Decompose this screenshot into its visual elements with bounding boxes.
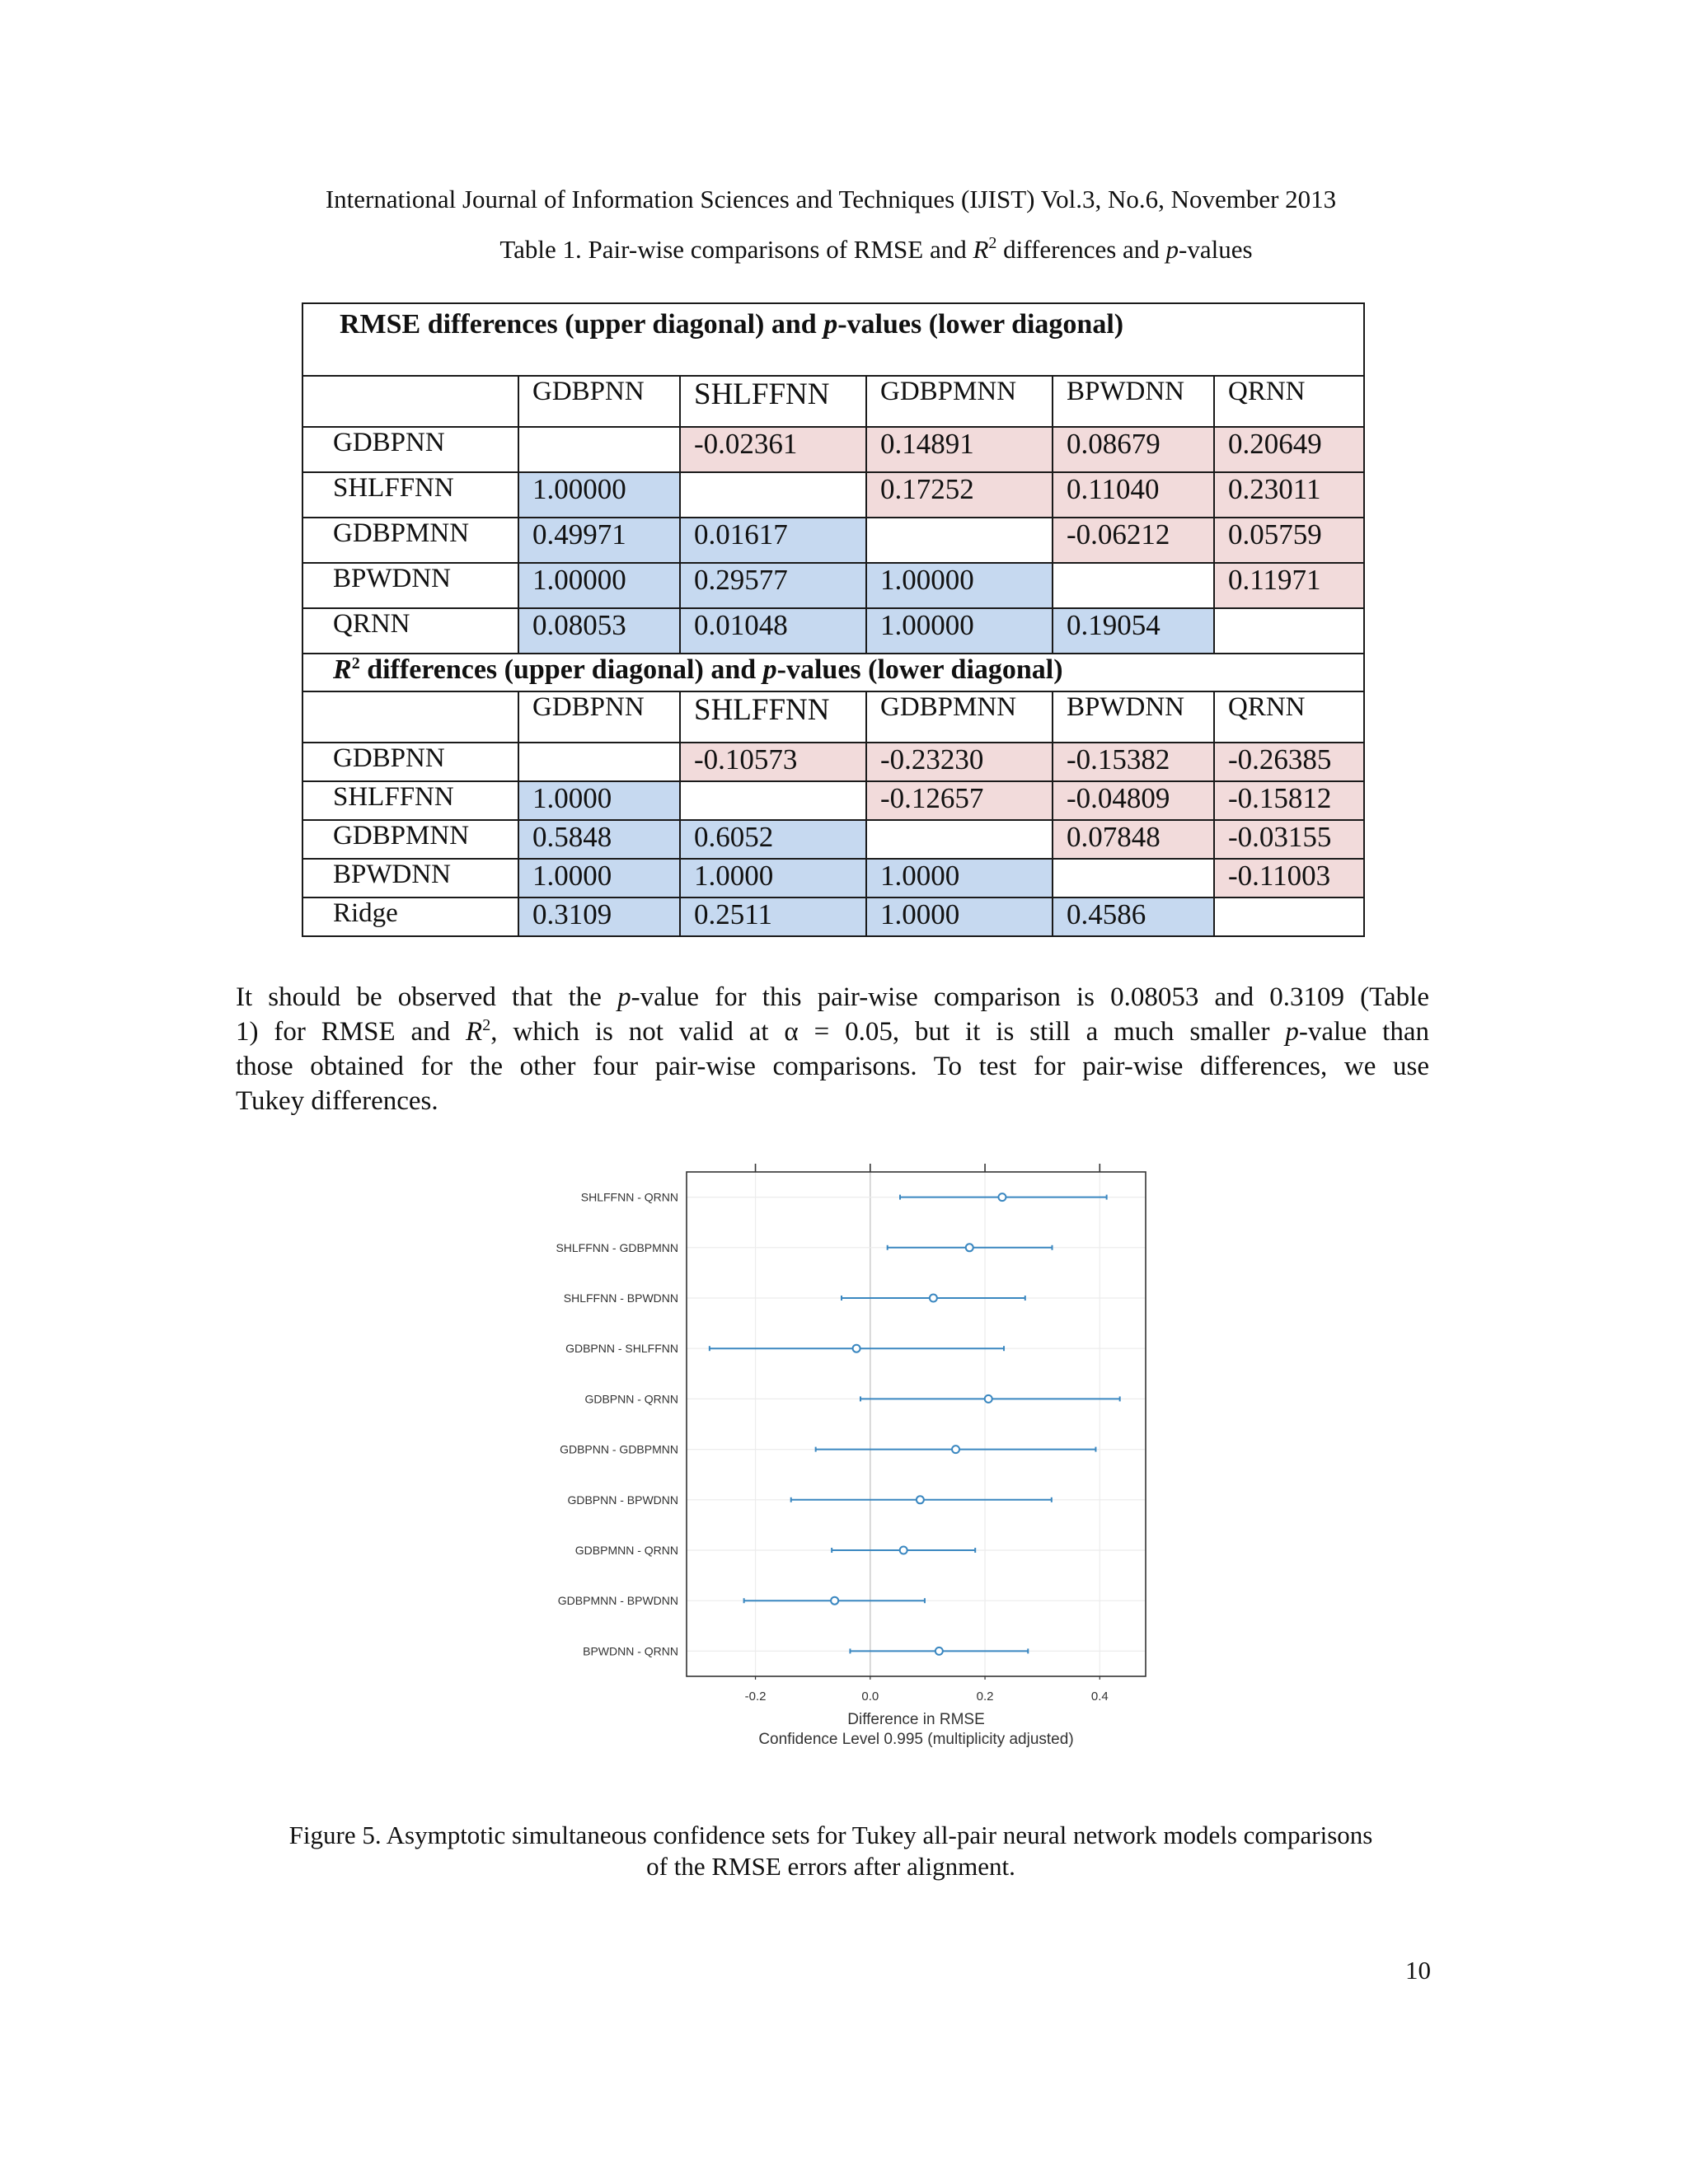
row-label: GDBPNN (302, 427, 518, 472)
difference-cell: -0.12657 (866, 781, 1053, 820)
row-label: SHLFFNN (302, 472, 518, 518)
r2-section-title: $R^2$ differences (upper diagonal) and p-values (lower diagonal) (302, 654, 1364, 691)
p-value-cell: 0.4586 (1053, 898, 1214, 936)
estimate-point (917, 1496, 924, 1503)
table-caption: Table 1. Pair-wise comparisons of RMSE and $R^2$ differences and p-values (499, 234, 1253, 264)
difference-cell: -0.15382 (1053, 743, 1214, 781)
x-tick-label: -0.2 (744, 1690, 767, 1704)
row-label: GDBPMNN (302, 518, 518, 563)
diagonal-cell (1214, 898, 1364, 936)
difference-cell: -0.26385 (1214, 743, 1364, 781)
column-header: BPWDNN (1053, 691, 1214, 743)
estimate-point (952, 1446, 959, 1453)
r2-row (302, 898, 1364, 936)
interval-label: GDBPMNN - QRNN (574, 1544, 678, 1557)
p-value-cell: 0.5848 (518, 820, 680, 859)
difference-cell: 0.23011 (1214, 472, 1364, 518)
x-tick-label: 0.0 (861, 1690, 879, 1704)
diagonal-cell (518, 427, 680, 472)
diagonal-cell (1053, 859, 1214, 898)
diagonal-cell (1053, 563, 1214, 608)
interval-label: GDBPNN - QRNN (584, 1392, 678, 1406)
rmse-header-row (302, 376, 1364, 427)
difference-cell: -0.02361 (680, 427, 866, 472)
difference-cell: -0.15812 (1214, 781, 1364, 820)
x-axis-label: Difference in RMSE (847, 1711, 985, 1728)
row-label: SHLFFNN (302, 781, 518, 820)
p-value-cell: 1.00000 (518, 563, 680, 608)
p-value-cell: 0.19054 (1053, 608, 1214, 654)
rmse-row (302, 472, 1364, 518)
corner-cell (302, 376, 518, 427)
difference-cell: 0.07848 (1053, 820, 1214, 859)
diagonal-cell (866, 518, 1053, 563)
estimate-point (966, 1244, 973, 1251)
rmse-row (302, 608, 1364, 654)
p-value-cell: 0.6052 (680, 820, 866, 859)
interval-label: SHLFFNN - QRNN (580, 1190, 678, 1204)
p-value-cell: 1.0000 (866, 898, 1053, 936)
difference-cell: -0.11003 (1214, 859, 1364, 898)
estimate-point (831, 1597, 838, 1605)
p-value-cell: 0.08053 (518, 608, 680, 654)
diagonal-cell (680, 472, 866, 518)
difference-cell: -0.10573 (680, 743, 866, 781)
difference-cell: 0.05759 (1214, 518, 1364, 563)
interval-label: BPWDNN - QRNN (583, 1644, 678, 1658)
figure-caption: Figure 5. Asymptotic simultaneous confidence sets for Tukey all-pair neural network models comparisons of the RMSE errors after alignment. (288, 1821, 1373, 1881)
column-header: GDBPMNN (866, 376, 1053, 427)
p-value-cell: 1.00000 (518, 472, 680, 518)
difference-cell: 0.20649 (1214, 427, 1364, 472)
estimate-point (985, 1395, 992, 1403)
row-label: BPWDNN (302, 859, 518, 898)
column-header: GDBPNN (518, 376, 680, 427)
column-header: SHLFFNN (680, 376, 866, 427)
diagonal-cell (518, 743, 680, 781)
row-label: BPWDNN (302, 563, 518, 608)
difference-cell: 0.08679 (1053, 427, 1214, 472)
p-value-cell: 0.01617 (680, 518, 866, 563)
p-value-cell: 0.49971 (518, 518, 680, 563)
r2-row (302, 820, 1364, 859)
p-value-cell: 1.0000 (518, 859, 680, 898)
rmse-row (302, 427, 1364, 472)
rmse-title-row (302, 303, 1364, 376)
column-header: GDBPNN (518, 691, 680, 743)
row-label: Ridge (302, 898, 518, 936)
rmse-row (302, 563, 1364, 608)
p-value-cell: 1.0000 (680, 859, 866, 898)
r2-row (302, 781, 1364, 820)
p-value-cell: 1.00000 (866, 608, 1053, 654)
r2-title-row (302, 654, 1364, 691)
interval-label: GDBPNN - SHLFFNN (565, 1342, 678, 1356)
interval-label: GDBPNN - GDBPMNN (560, 1442, 678, 1456)
page-number: 10 (1405, 1956, 1431, 1985)
x-tick-label: 0.4 (1090, 1690, 1109, 1704)
row-label: GDBPNN (302, 743, 518, 781)
difference-cell: 0.11040 (1053, 472, 1214, 518)
p-value-cell: 1.0000 (866, 859, 1053, 898)
plot-subtitle: Confidence Level 0.995 (multiplicity adjusted) (758, 1731, 1074, 1748)
row-label: GDBPMNN (302, 820, 518, 859)
diagonal-cell (866, 820, 1053, 859)
x-tick-label: 0.2 (976, 1690, 994, 1704)
interval-label: SHLFFNN - BPWDNN (563, 1291, 678, 1305)
difference-cell: 0.14891 (866, 427, 1053, 472)
p-value-cell: 0.2511 (680, 898, 866, 936)
diagonal-cell (1214, 608, 1364, 654)
estimate-point (900, 1547, 907, 1554)
column-header: SHLFFNN (680, 691, 866, 743)
p-value-cell: 0.29577 (680, 563, 866, 608)
journal-header: International Journal of Information Sciences and Techniques (IJIST) Vol.3, No.6, November 2013 (325, 185, 1337, 213)
interval-label: GDBPMNN - BPWDNN (557, 1594, 678, 1608)
body-paragraph: It should be observed that the p-value for this pair-wise comparison is 0.08053 and 0.3109 (Table 1) for RMSE and $R^2$, which is not valid at α = 0.05, but it is still a much smaller p-value than those obtained for the other four pair-wise comparisons. To test for pair-wise differences, we use Tukey differences. (236, 982, 1429, 1116)
p-value-cell: 0.01048 (680, 608, 866, 654)
column-header: GDBPMNN (866, 691, 1053, 743)
difference-cell: -0.23230 (866, 743, 1053, 781)
p-value-cell: 0.3109 (518, 898, 680, 936)
difference-cell: -0.06212 (1053, 518, 1214, 563)
column-header: QRNN (1214, 376, 1364, 427)
rmse-section-title: RMSE differences (upper diagonal) and p-values (lower diagonal) (302, 303, 1364, 376)
p-value-cell: 1.0000 (518, 781, 680, 820)
rmse-row (302, 518, 1364, 563)
estimate-point (935, 1647, 943, 1655)
r2-header-row (302, 691, 1364, 743)
corner-cell (302, 691, 518, 743)
interval-label: GDBPNN - BPWDNN (567, 1493, 678, 1507)
column-header: BPWDNN (1053, 376, 1214, 427)
p-value-cell: 1.00000 (866, 563, 1053, 608)
difference-cell: -0.04809 (1053, 781, 1214, 820)
difference-cell: 0.17252 (866, 472, 1053, 518)
comparison-table (302, 302, 1365, 937)
diagonal-cell (680, 781, 866, 820)
estimate-point (853, 1345, 860, 1352)
r2-row (302, 743, 1364, 781)
column-header: QRNN (1214, 691, 1364, 743)
difference-cell: 0.11971 (1214, 563, 1364, 608)
r2-row (302, 859, 1364, 898)
difference-cell: -0.03155 (1214, 820, 1364, 859)
interval-label: SHLFFNN - GDBPMNN (556, 1240, 678, 1254)
row-label: QRNN (302, 608, 518, 654)
estimate-point (930, 1295, 937, 1302)
tukey-ci-plot (511, 1158, 1170, 1793)
estimate-point (998, 1193, 1006, 1201)
